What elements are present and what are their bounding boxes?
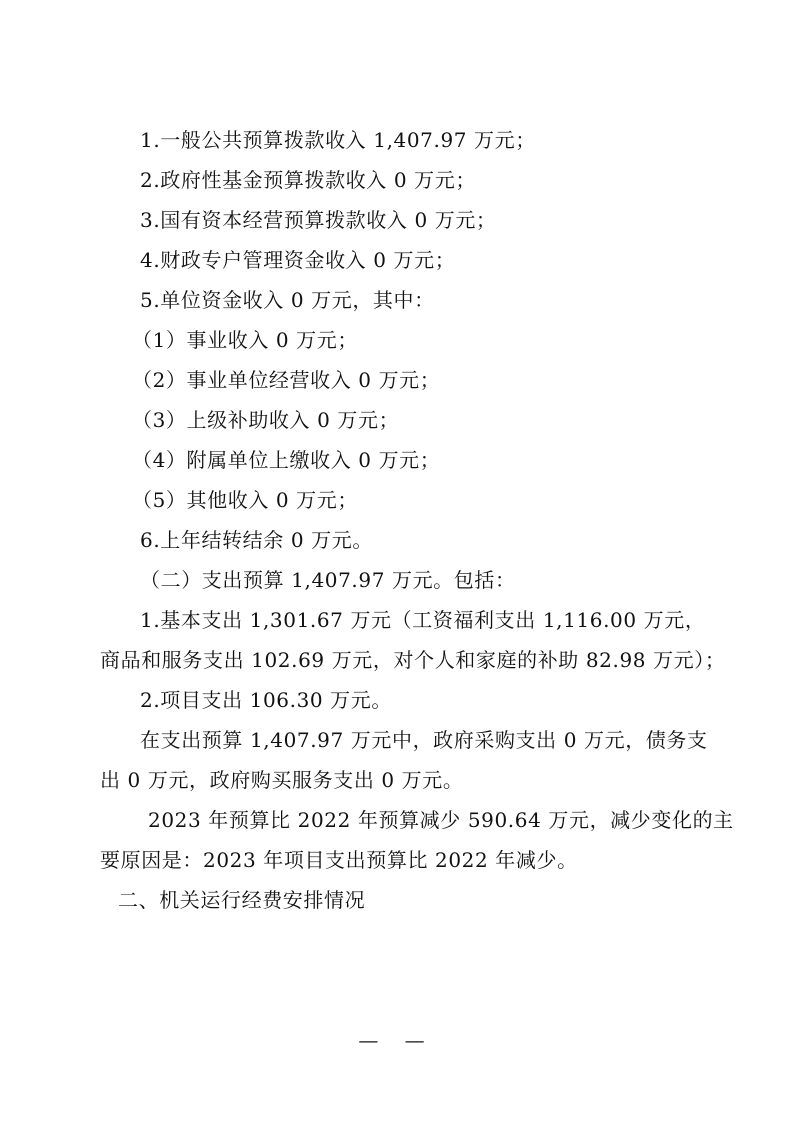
unit-funds-sub-other: （5）其他收入 0 万元； <box>132 488 358 512</box>
comparison-paragraph-line2: 要原因是：2023 年项目支出预算比 2022 年减少。 <box>100 848 578 872</box>
unit-funds-sub-subsidy: （3）上级补助收入 0 万元； <box>132 408 400 432</box>
unit-funds-sub-affiliated: （4）附属单位上缴收入 0 万元； <box>132 448 441 472</box>
comparison-paragraph-line1: 2023 年预算比 2022 年预算减少 590.64 万元，减少变化的主 <box>148 808 734 832</box>
unit-funds-sub-business: （1）事业收入 0 万元； <box>132 328 358 352</box>
income-item-carryover: 6.上年结转结余 0 万元。 <box>140 528 373 552</box>
procurement-paragraph-line2: 出 0 万元，政府购买服务支出 0 万元。 <box>100 768 464 792</box>
expenditure-project: 2.项目支出 106.30 万元。 <box>140 688 392 712</box>
procurement-paragraph-line1: 在支出预算 1,407.97 万元中，政府采购支出 0 万元，债务支 <box>140 728 708 752</box>
section-heading-operating-costs: 二、机关运行经费安排情况 <box>118 888 366 912</box>
income-item-fiscal-account: 4.财政专户管理资金收入 0 万元； <box>140 248 456 272</box>
income-item-unit-funds: 5.单位资金收入 0 万元，其中： <box>140 288 435 312</box>
expenditure-basic-line1: 1.基本支出 1,301.67 万元（工资福利支出 1,116.00 万元， <box>140 608 706 632</box>
income-item-state-capital: 3.国有资本经营预算拨款收入 0 万元； <box>140 208 497 232</box>
page-footer: — — <box>358 1028 435 1052</box>
unit-funds-sub-operating: （2）事业单位经营收入 0 万元； <box>132 368 441 392</box>
expenditure-basic-line2: 商品和服务支出 102.69 万元，对个人和家庭的补助 82.98 万元）； <box>100 648 726 672</box>
income-item-general-budget: 1.一般公共预算拨款收入 1,407.97 万元； <box>140 128 536 152</box>
expenditure-heading: （二）支出预算 1,407.97 万元。包括： <box>140 568 516 592</box>
income-item-gov-fund: 2.政府性基金预算拨款收入 0 万元； <box>140 168 476 192</box>
